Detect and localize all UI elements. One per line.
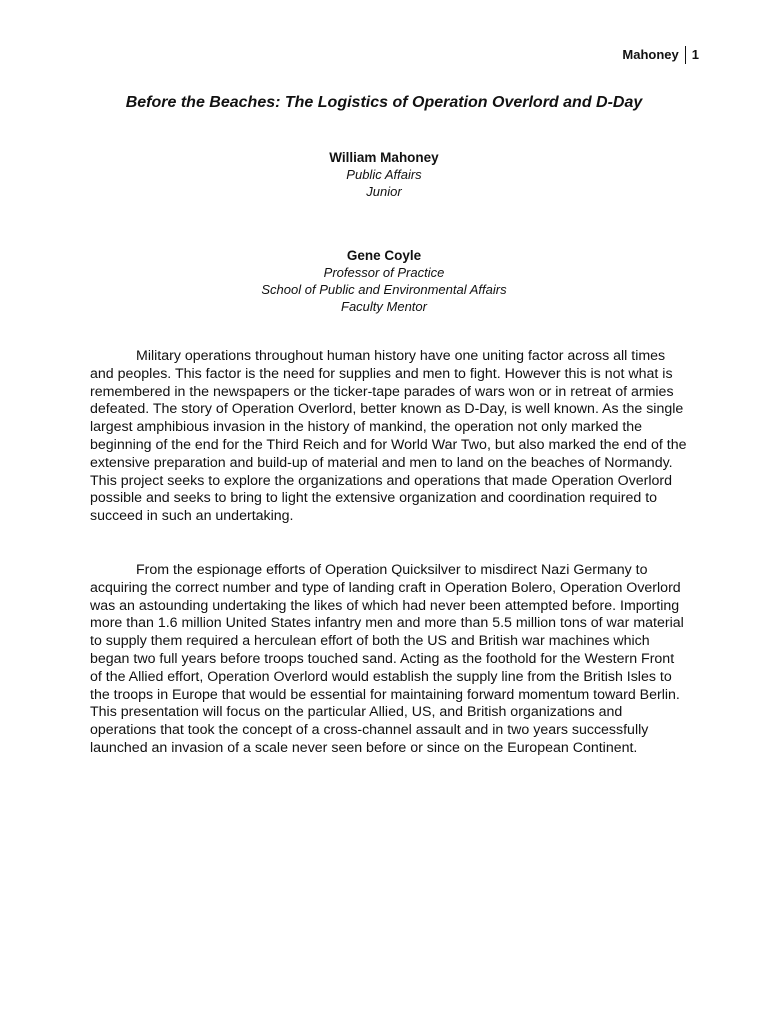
mentor-school: School of Public and Environmental Affairs	[261, 282, 507, 297]
author-name: William Mahoney	[329, 150, 439, 165]
body-paragraph-text: Military operations throughout human history have one uniting factor across all times and peoples. This factor is the need for supplies and men to fight. However this is not what is remembered in the newspapers or the ticker-tape parades of wars won or in retreat of armies defeated. The story of Operation Overlord, better known as D-Day, is well known. As the single largest amphibious invasion in the history of mankind, the operation not only marked the beginning of the end for the Third Reich and for World War Two, but also marked the end of the extensive preparation and build-up of material and men to land on the beaches of Normandy. This project seeks to explore the organizations and operations that made Operation Overlord possible and seeks to bring to light the extensive organization and coordination required to succeed in such an undertaking.	[90, 348, 687, 525]
body-paragraph-text: From the espionage efforts of Operation Quicksilver to misdirect Nazi Germany to acquiring the correct number and type of landing craft in Operation Bolero, Operation Overlord was an astounding undertaking the likes of which had never been attempted before. Importing more than 1.6 million United States infantry men and more than 5.5 million tons of war material to supply them required a herculean effort of both the US and British war machines which began two full years before troops touched sand. Acting as the foothold for the Western Front of the Allied effort, Operation Overlord would establish the supply line from the British Isles to the troops in Europe that would be essential for maintaining forward momentum toward Berlin. This presentation will focus on the particular Allied, US, and British organizations and operations that took the concept of a cross-channel assault and in two years successfully launched an invasion of a scale never seen before or since on the European Continent.	[90, 562, 684, 756]
body-paragraph	[90, 348, 688, 526]
mentor-role: Faculty Mentor	[341, 299, 427, 314]
mentor-title: Professor of Practice	[323, 265, 445, 280]
author-year: Junior	[366, 184, 402, 199]
mentor-block	[0, 247, 768, 315]
header-author-name: Mahoney	[622, 46, 685, 64]
body-paragraph	[90, 562, 688, 758]
author-department: Public Affairs	[346, 167, 422, 182]
mentor-name: Gene Coyle	[346, 248, 422, 263]
running-header	[622, 46, 699, 64]
document-title: Before the Beaches: The Logistics of Operation Overlord and D-Day	[125, 94, 643, 111]
page-number: 1	[691, 47, 699, 62]
author-block	[0, 149, 768, 200]
